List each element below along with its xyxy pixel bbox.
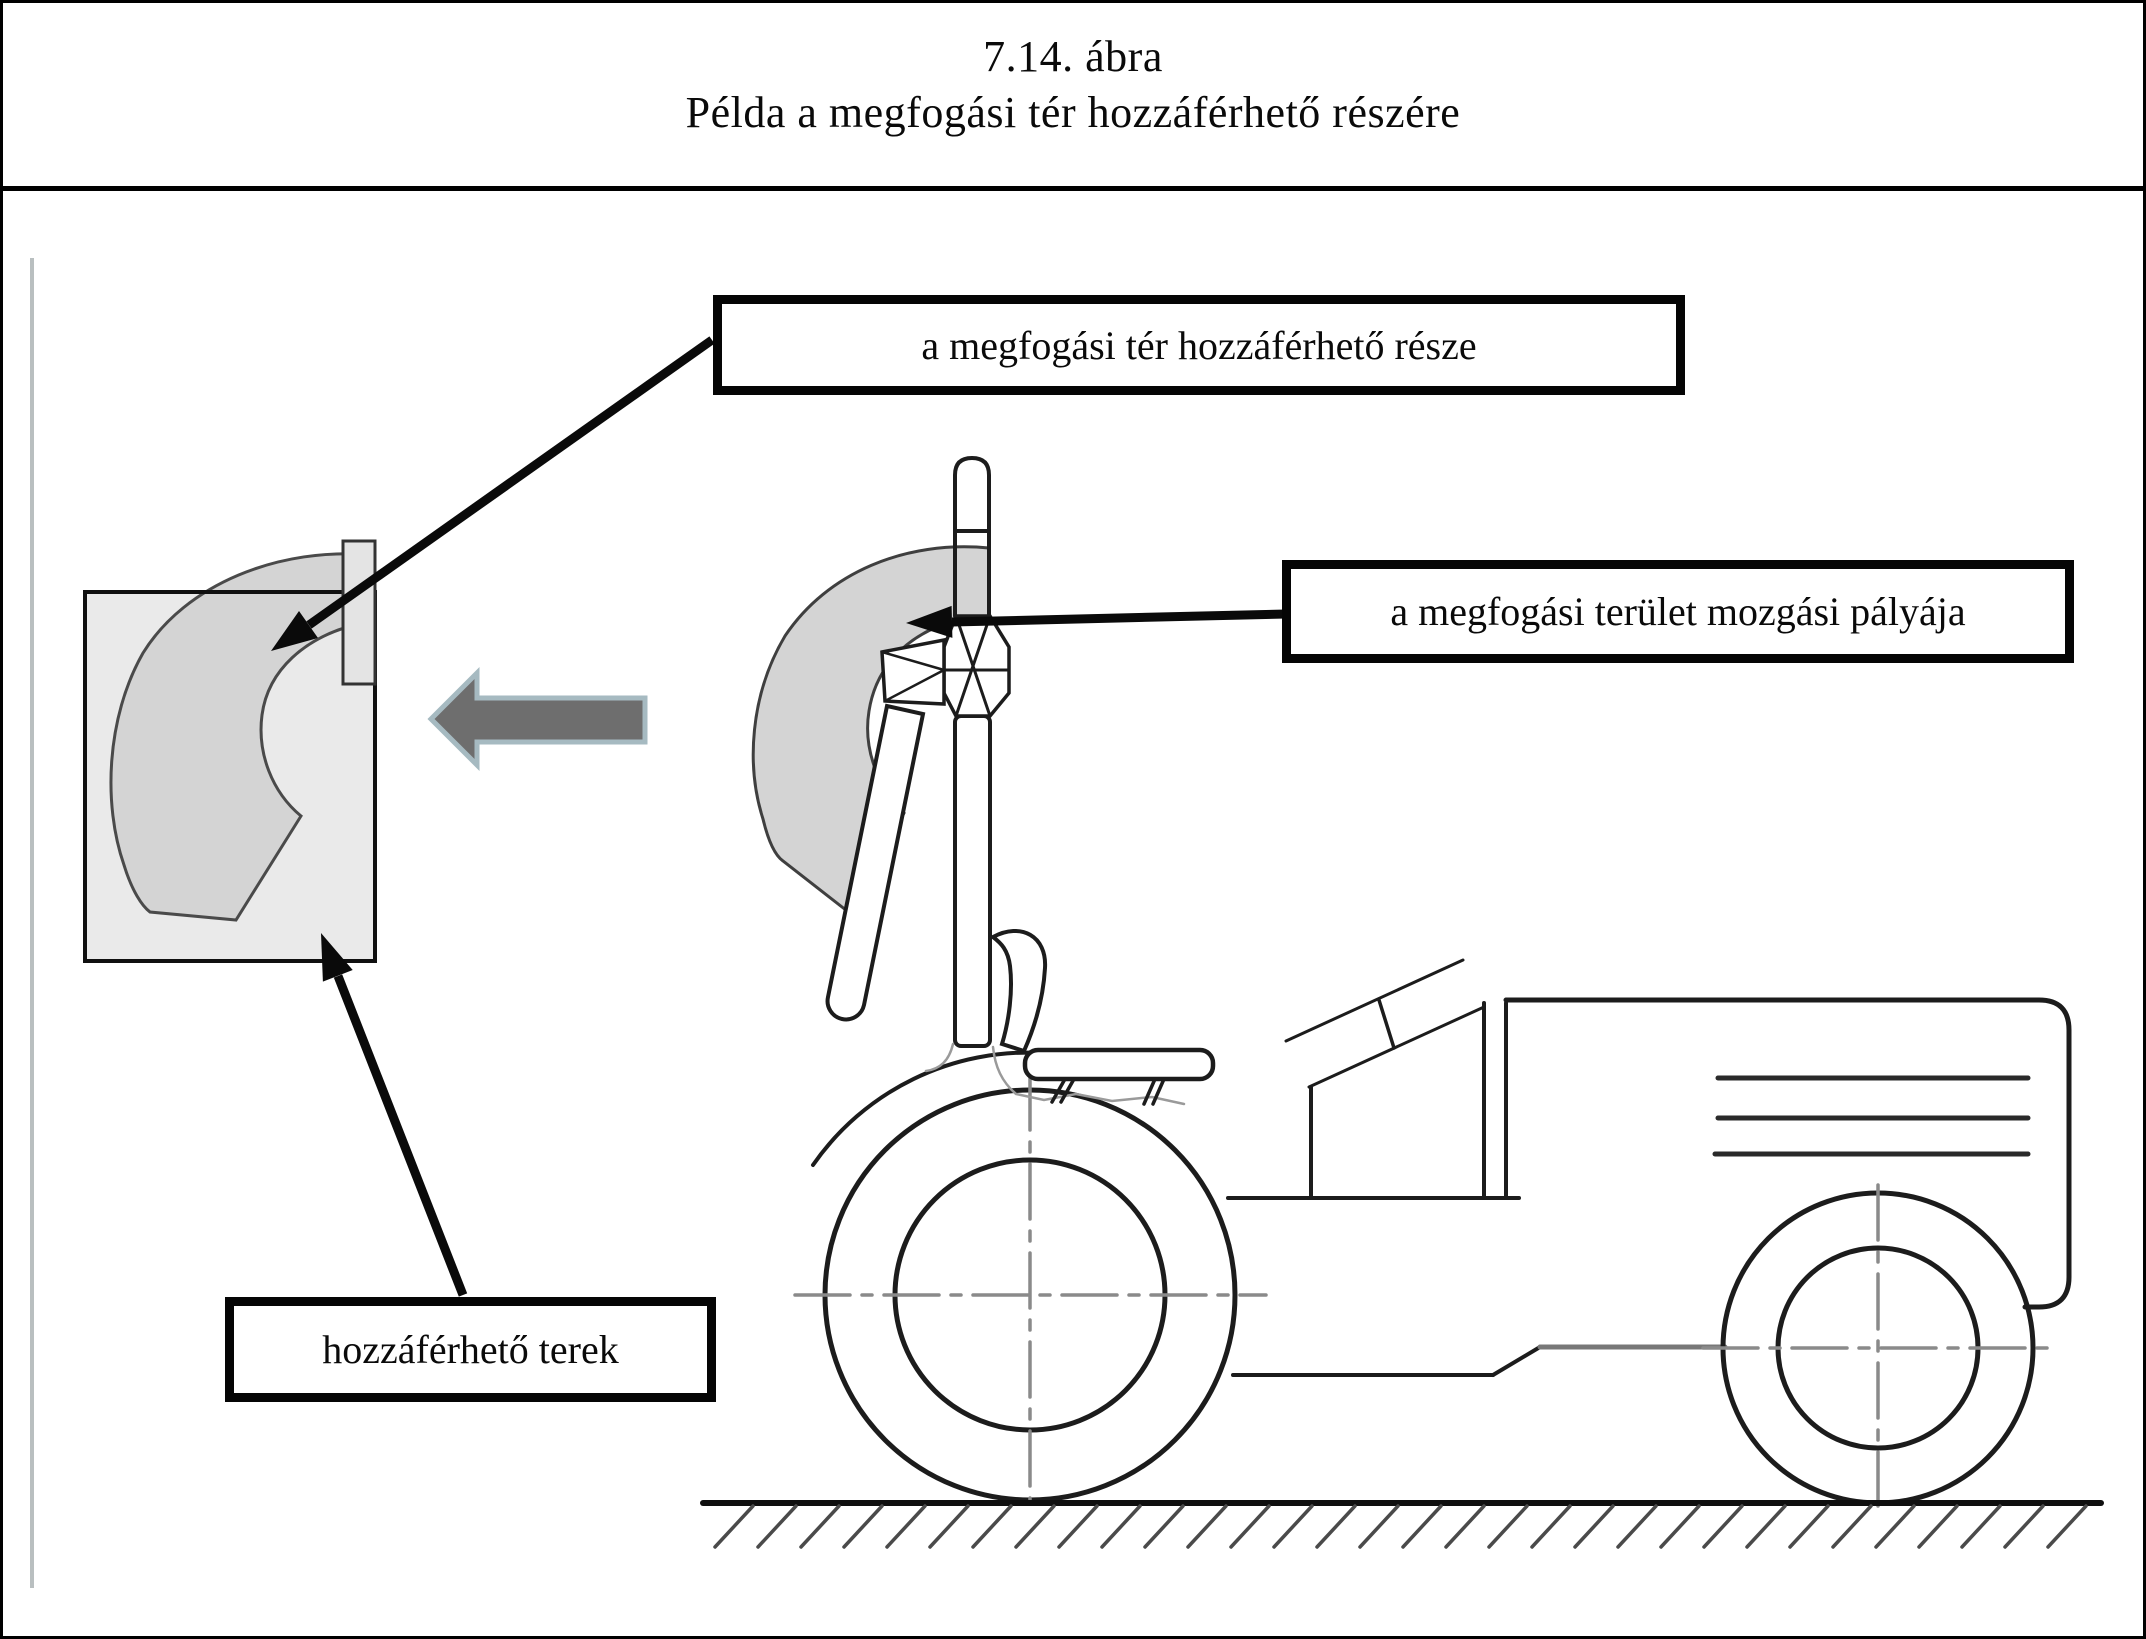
ground-line [703, 1503, 2101, 1547]
callout-accessible-part [713, 295, 1685, 395]
callout-accessible-part-label: a megfogási tér hozzáférhető része [921, 322, 1477, 368]
callout-accessible-spaces [225, 1297, 716, 1402]
seat-cushion [1025, 1050, 1213, 1079]
callout-movement-path-label: a megfogási terület mozgási pályája [1390, 589, 1966, 634]
left-arrow-icon [431, 673, 645, 765]
steering-column [955, 716, 990, 1046]
rear-wheel [795, 1075, 1266, 1503]
chassis [1233, 1347, 1725, 1375]
windshield [1228, 960, 1519, 1198]
detail-handle [343, 541, 375, 684]
footplate-line-left [926, 1044, 953, 1071]
figure-caption: Példa a megfogási tér hozzáférhető részére [685, 88, 1461, 137]
figure-number: 7.14. ábra [983, 32, 1163, 81]
callout-accessible-spaces-label: hozzáférhető terek [322, 1327, 619, 1372]
callout-arrow-accessible-spaces [321, 933, 463, 1295]
callout-arrow-accessible-part [271, 340, 712, 651]
callout-movement-path [1282, 560, 2074, 663]
seat-backrest [993, 931, 1045, 1051]
front-wheel [1703, 1185, 2053, 1506]
seat [993, 931, 1213, 1104]
engine-hood [1506, 1000, 2069, 1307]
